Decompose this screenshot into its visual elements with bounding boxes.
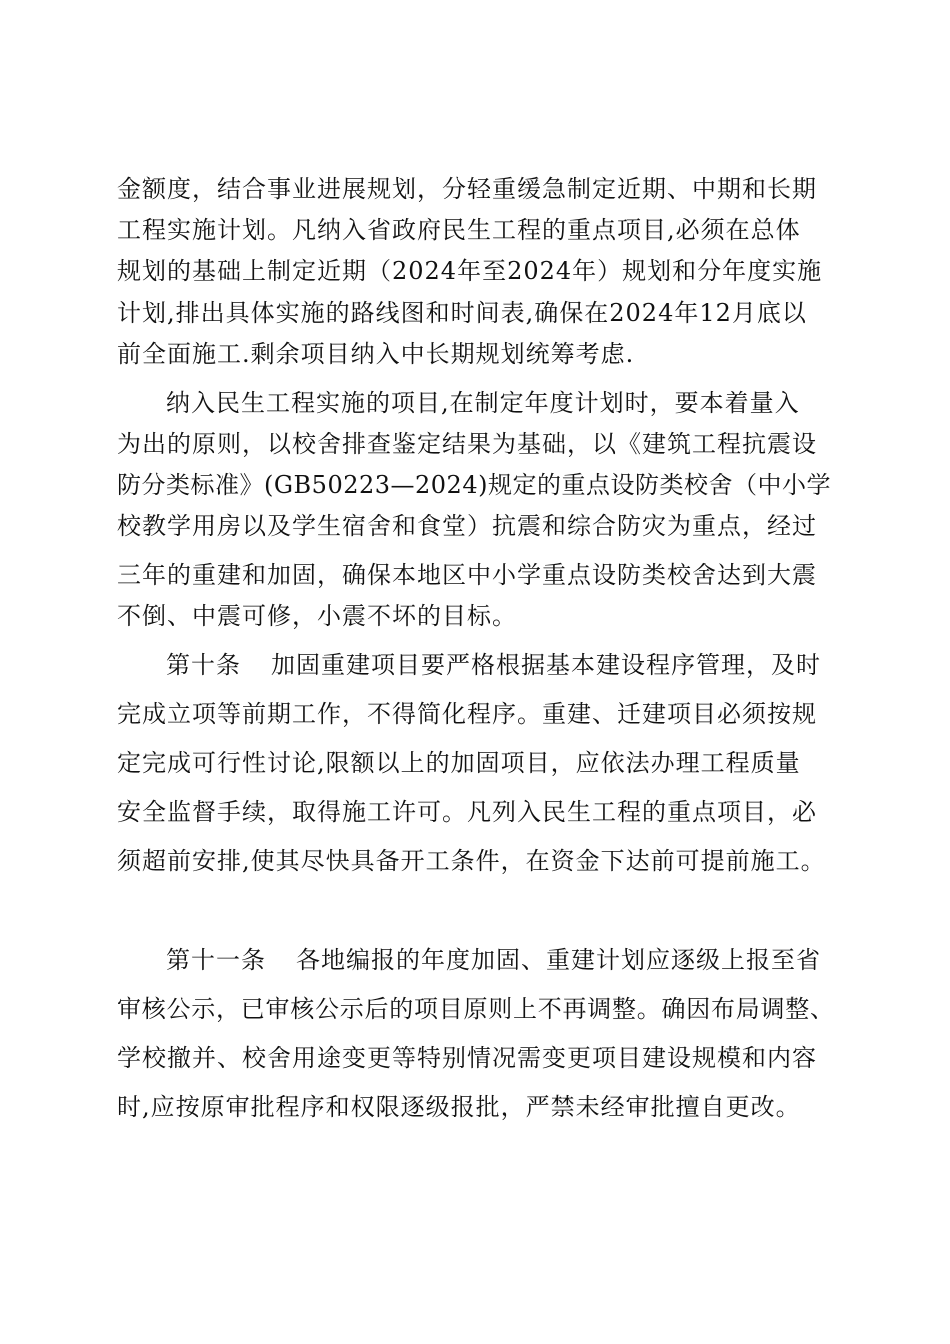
paragraph-line: 金额度，结合事业进展规划，分轻重缓急制定近期、中期和长期	[117, 175, 817, 203]
paragraph-line: 学校撤并、校舍用途变更等特别情况需变更项目建设规模和内容	[117, 1044, 817, 1072]
paragraph-line: 防分类标准》(GB50223—2024)规定的重点设防类校舍（中小学	[117, 471, 831, 499]
paragraph-line: 安全监督手续，取得施工许可。凡列入民生工程的重点项目，必	[117, 798, 817, 826]
paragraph-line: 规划的基础上制定近期（2024年至2024年）规划和分年度实施	[117, 257, 823, 285]
paragraph-line: 完成立项等前期工作，不得简化程序。重建、迁建项目必须按规	[117, 700, 817, 728]
paragraph-line: 纳入民生工程实施的项目,在制定年度计划时，要本着量入	[166, 389, 800, 417]
paragraph-line: 时,应按原审批程序和权限逐级报批，严禁未经审批擅自更改。	[117, 1093, 801, 1121]
article-10-text: 加固重建项目要严格根据基本建设程序管理，及时	[271, 651, 821, 679]
paragraph-line: 须超前安排,使其尽快具备开工条件，在资金下达前可提前施工。	[117, 847, 826, 875]
paragraph-line: 不倒、中震可修，小震不坏的目标。	[117, 602, 517, 630]
article-10-heading: 第十条	[166, 651, 241, 679]
article-11-first-line	[166, 945, 821, 975]
paragraph-line: 工程实施计划。凡纳入省政府民生工程的重点项目,必须在总体	[117, 216, 801, 244]
paragraph-line: 为出的原则，以校舍排查鉴定结果为基础，以《建筑工程抗震设	[117, 430, 817, 458]
article-10-first-line	[166, 650, 821, 680]
paragraph-line: 前全面施工.剩余项目纳入中长期规划统筹考虑.	[117, 340, 635, 368]
paragraph-line: 定完成可行性讨论,限额以上的加固项目，应依法办理工程质量	[117, 749, 801, 777]
article-11-text: 各地编报的年度加固、重建计划应逐级上报至省	[296, 946, 821, 974]
paragraph-line: 审核公示，已审核公示后的项目原则上不再调整。确因布局调整、	[117, 995, 835, 1023]
paragraph-line: 三年的重建和加固，确保本地区中小学重点设防类校舍达到大震	[117, 561, 817, 589]
paragraph-line: 计划,排出具体实施的路线图和时间表,确保在2024年12月底以	[117, 299, 807, 327]
article-11-heading: 第十一条	[166, 946, 266, 974]
paragraph-line: 校教学用房以及学生宿舍和食堂）抗震和综合防灾为重点，经过	[117, 512, 817, 540]
